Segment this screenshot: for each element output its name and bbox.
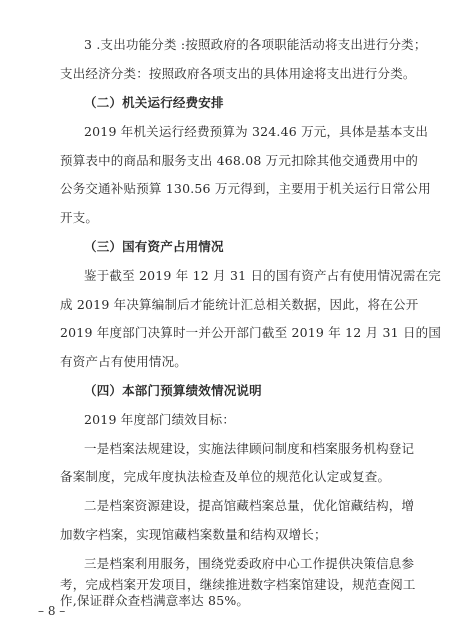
paragraph-line: 预算表中的商品和服务支出 468.08 万元扣除其他交通费用中的 [60,153,419,168]
paragraph-line: 三是档案利用服务，围绕党委政府中心工作提供决策信息参 [84,556,415,571]
page-number: – 8 – [38,604,66,618]
section-heading: （四）本部门预算绩效情况说明 [84,383,262,398]
paragraph-line: 2019 年度部门绩效目标： [84,412,236,427]
paragraph-line: 支出经济分类：按照政府各项支出的具体用途将支出进行分类。 [60,66,416,81]
paragraph-line: 考，完成档案开发项目，继续推进数字档案馆建设，规范查阅工 [60,577,416,592]
paragraph-line: 2019 年度部门决算时一并公开部门截至 2019 年 12 月 31 日的国 [60,325,442,340]
section-heading: （三）国有资产占用情况 [84,239,224,254]
paragraph-line: 2019 年机关运行经费预算为 324.46 万元，具体是基本支出 [84,124,429,139]
paragraph-line: 有资产占有使用情况。 [60,354,188,369]
section-heading: （二）机关运行经费安排 [84,95,224,110]
paragraph-line: 备案制度，完成年度执法检查及单位的规范化认定或复查。 [60,469,391,484]
paragraph-line: 开支。 [60,210,99,225]
paragraph-line: 一是档案法规建设，实施法律顾问制度和档案服务机构登记 [84,441,415,456]
paragraph-line: 3 .支出功能分类 :按照政府的各项职能活动将支出进行分类； [84,37,427,52]
paragraph-line: 公务交通补贴预算 130.56 万元得到，主要用于机关运行日常公用 [60,181,431,196]
paragraph-line: 二是档案资源建设，提高馆藏档案总量，优化馆藏结构，增 [84,498,415,513]
paragraph-line: 成 2019 年决算编制后才能统计汇总相关数据，因此，将在公开 [60,297,419,312]
paragraph-line: 鉴于截至 2019 年 12 月 31 日的国有资产占有使用情况需在完 [84,268,441,283]
paragraph-line: 作,保证群众查档满意率达 85%。 [60,593,250,608]
paragraph-line: 加数字档案，实现馆藏档案数量和结构双增长； [60,527,327,542]
